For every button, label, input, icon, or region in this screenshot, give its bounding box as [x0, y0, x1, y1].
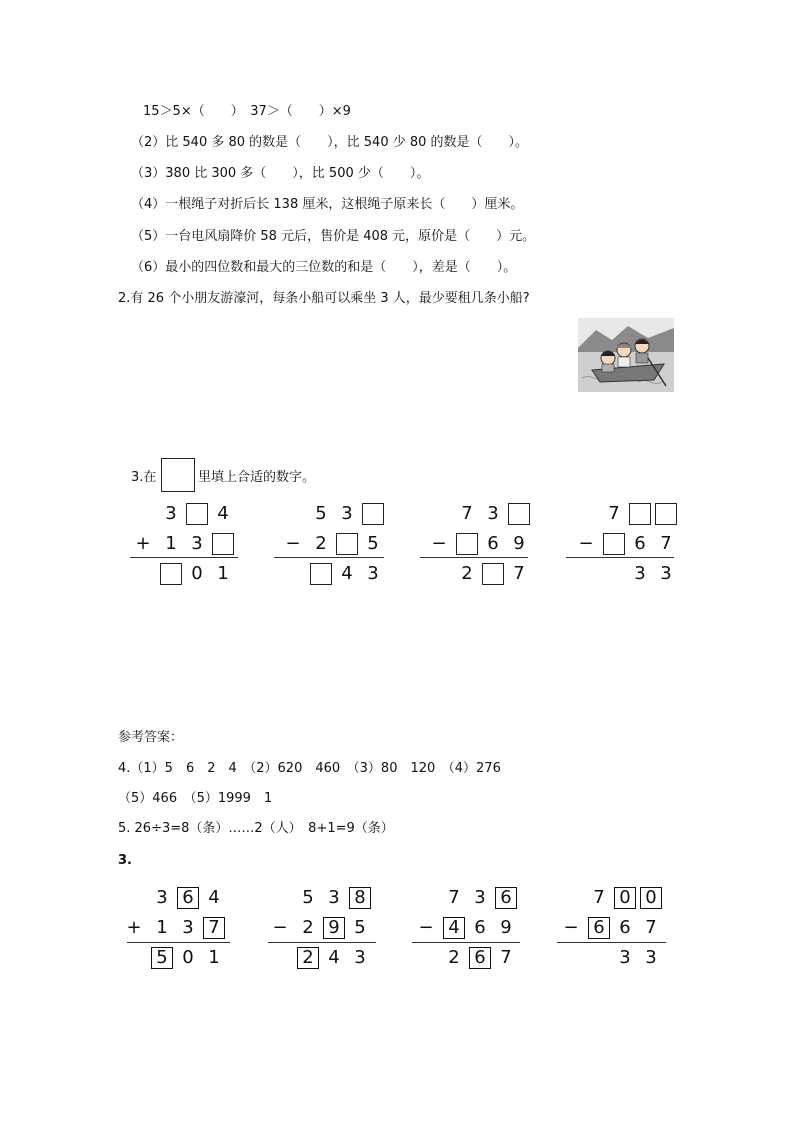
question-3-suffix: 里填上合适的数字。	[198, 470, 316, 485]
answers-title: 参考答案：	[118, 730, 184, 745]
answer-box	[603, 533, 625, 555]
operator-sign: −	[272, 917, 288, 938]
digit: 3	[341, 503, 353, 524]
answer-box	[629, 503, 651, 525]
digit: 4	[217, 503, 229, 524]
answer-box	[362, 503, 384, 525]
filled-answer-box: 5	[151, 947, 173, 969]
operator-sign: −	[563, 917, 579, 938]
digit: 2	[461, 563, 473, 584]
answer-box	[212, 533, 234, 555]
digit: 7	[608, 503, 620, 524]
digit: 9	[513, 533, 525, 554]
digit: 4	[328, 947, 340, 968]
question-2: 2.有 26 个小朋友游濠河，每条小船可以乘坐 3 人，最少要租几条小船?	[118, 291, 530, 306]
question-line-5: （5）一台电风扇降价 58 元后，售价是 408 元，原价是（ ）元。	[131, 229, 536, 244]
answer-box	[456, 533, 478, 555]
answer-line-1: 4.（1）5 6 2 4 （2）620 460 （3）80 120 （4）276	[118, 761, 501, 776]
digit: 7	[461, 503, 473, 524]
digit: 4	[208, 887, 220, 908]
answer-box	[655, 503, 677, 525]
digit: 1	[165, 533, 177, 554]
digit: 5	[354, 917, 366, 938]
filled-answer-box: 9	[323, 917, 345, 939]
digit: 3	[156, 887, 168, 908]
digit: 3	[191, 533, 203, 554]
digit: 7	[660, 533, 672, 554]
filled-answer-box: 6	[588, 917, 610, 939]
sum-line	[127, 942, 230, 943]
digit: 5	[302, 887, 314, 908]
digit: 1	[208, 947, 220, 968]
filled-answer-box: 8	[349, 887, 371, 909]
operator-sign: −	[418, 917, 434, 938]
digit: 3	[619, 947, 631, 968]
digit: 3	[182, 917, 194, 938]
question-line-2: （2）比 540 多 80 的数是（ ），比 540 少 80 的数是（ ）。	[131, 135, 529, 150]
filled-answer-box: 4	[443, 917, 465, 939]
digit: 3	[645, 947, 657, 968]
digit: 6	[619, 917, 631, 938]
answer-box	[310, 563, 332, 585]
answer-box	[482, 563, 504, 585]
answer-box-sample	[161, 458, 195, 492]
filled-answer-box: 0	[640, 887, 662, 909]
digit: 4	[341, 563, 353, 584]
sum-line	[274, 557, 384, 558]
answer-line-4: 3.	[118, 853, 132, 868]
digit: 3	[634, 563, 646, 584]
digit: 0	[191, 563, 203, 584]
digit: 2	[302, 917, 314, 938]
answer-box	[186, 503, 208, 525]
question-3-prefix: 3.在	[131, 470, 157, 485]
digit: 7	[448, 887, 460, 908]
digit: 7	[593, 887, 605, 908]
answer-box	[508, 503, 530, 525]
filled-answer-box: 0	[614, 887, 636, 909]
sum-line	[557, 942, 666, 943]
answer-line-2: （5）466 （5）1999 1	[118, 791, 273, 806]
digit: 5	[367, 533, 379, 554]
question-line-1: 15＞5×（ ） 37＞（ ）×9	[143, 104, 351, 119]
digit: 2	[448, 947, 460, 968]
question-line-3: （3）380 比 300 多（ ），比 500 少（ ）。	[131, 166, 430, 181]
digit: 6	[474, 917, 486, 938]
digit: 3	[328, 887, 340, 908]
digit: 1	[156, 917, 168, 938]
digit: 5	[315, 503, 327, 524]
digit: 6	[634, 533, 646, 554]
operator-sign: −	[578, 533, 594, 554]
digit: 7	[513, 563, 525, 584]
sum-line	[268, 942, 376, 943]
sum-line	[566, 557, 674, 558]
filled-answer-box: 6	[469, 947, 491, 969]
filled-answer-box: 6	[495, 887, 517, 909]
digit: 3	[165, 503, 177, 524]
answer-line-3: 5. 26÷3=8（条）……2（人） 8+1=9（条）	[118, 821, 394, 836]
boat-illustration	[578, 318, 674, 392]
sum-line	[130, 557, 238, 558]
digit: 9	[500, 917, 512, 938]
digit: 3	[487, 503, 499, 524]
filled-answer-box: 2	[297, 947, 319, 969]
sum-line	[412, 942, 520, 943]
operator-sign: −	[431, 533, 447, 554]
filled-answer-box: 6	[177, 887, 199, 909]
digit: 3	[660, 563, 672, 584]
operator-sign: −	[285, 533, 301, 554]
digit: 0	[182, 947, 194, 968]
answer-box	[336, 533, 358, 555]
digit: 3	[367, 563, 379, 584]
sum-line	[420, 557, 528, 558]
digit: 6	[487, 533, 499, 554]
filled-answer-box: 7	[203, 917, 225, 939]
digit: 2	[315, 533, 327, 554]
digit: 7	[645, 917, 657, 938]
digit: 3	[354, 947, 366, 968]
question-line-6: （6）最小的四位数和最大的三位数的和是（ ），差是（ ）。	[131, 260, 517, 275]
question-line-4: （4）一根绳子对折后长 138 厘米，这根绳子原来长（ ）厘米。	[131, 197, 524, 212]
digit: 1	[217, 563, 229, 584]
digit: 7	[500, 947, 512, 968]
operator-sign: +	[135, 533, 151, 554]
operator-sign: +	[126, 917, 142, 938]
answer-box	[160, 563, 182, 585]
digit: 3	[474, 887, 486, 908]
